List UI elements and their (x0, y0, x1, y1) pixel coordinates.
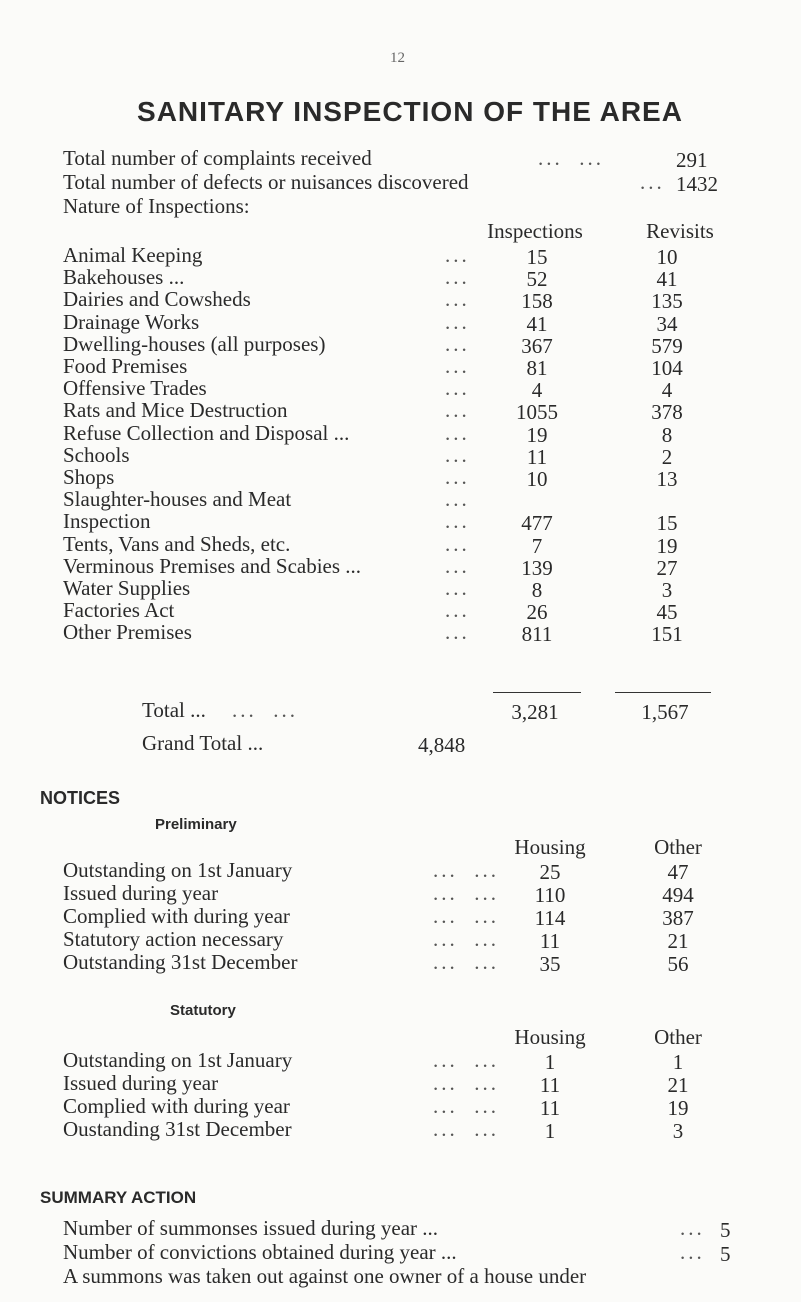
inspection-count: 367 (521, 334, 553, 358)
inspection-row-label: Verminous Premises and Scabies ... (63, 554, 362, 578)
inspection-row-label: Tents, Vans and Sheds, etc. (63, 532, 291, 556)
inspection-count: 15 (526, 245, 548, 269)
leader-dots: ... ... (232, 698, 298, 722)
summonses-value: 5 (720, 1218, 731, 1242)
notice-row-label: Outstanding 31st December (63, 950, 298, 974)
notice-row-label: Complied with during year (63, 904, 290, 928)
inspection-row-label: Dairies and Cowsheds (63, 287, 251, 311)
leader-dots: ... (445, 620, 470, 644)
leader-dots: ... ... (433, 1094, 499, 1118)
revisit-count: 8 (661, 423, 673, 447)
inspection-count: 811 (521, 622, 553, 646)
revisit-count: 2 (661, 445, 673, 469)
inspection-count: 158 (521, 289, 553, 313)
leader-dots: ... (445, 598, 470, 622)
revisit-count: 19 (656, 534, 678, 558)
housing-count: 11 (539, 929, 561, 953)
revisit-count: 41 (656, 267, 678, 291)
inspection-count: 26 (526, 600, 548, 624)
statutory-housing-header: Housing (514, 1025, 586, 1049)
leader-dots: ... (640, 170, 665, 194)
revisit-count: 135 (651, 289, 683, 313)
inspection-row-label: Offensive Trades (63, 376, 207, 400)
notice-row-label: Outstanding on 1st January (63, 1048, 293, 1072)
leader-dots: ... (445, 421, 470, 445)
revisit-count: 15 (656, 511, 678, 535)
notice-row-label: Outstanding on 1st January (63, 858, 293, 882)
defects-label: Total number of defects or nuisances discovered (63, 170, 469, 194)
other-count: 47 (667, 860, 689, 884)
defects-value: 1432 (676, 172, 718, 196)
leader-dots: ... ... (433, 950, 499, 974)
inspection-count: 81 (526, 356, 548, 380)
complaints-label: Total number of complaints received (63, 146, 372, 170)
leader-dots: ... (445, 554, 470, 578)
inspection-row-label: Other Premises (63, 620, 192, 644)
revisit-count: 27 (656, 556, 678, 580)
leader-dots: ... ... (433, 904, 499, 928)
convictions-label: Number of convictions obtained during year ... (63, 1240, 457, 1264)
leader-dots: ... (445, 243, 470, 267)
revisit-count: 151 (651, 622, 683, 646)
nature-label: Nature of Inspections: (63, 194, 250, 218)
housing-count: 11 (539, 1073, 561, 1097)
leader-dots: ... (445, 487, 470, 511)
leader-dots: ... (445, 576, 470, 600)
other-count: 21 (667, 929, 689, 953)
revisit-count: 579 (651, 334, 683, 358)
notice-row-label: Issued during year (63, 1071, 219, 1095)
summonses-label: Number of summonses issued during year ... (63, 1216, 439, 1240)
inspection-count: 41 (526, 312, 548, 336)
housing-count: 1 (544, 1050, 556, 1074)
leader-dots: ... ... (433, 927, 499, 951)
leader-dots: ... (445, 465, 470, 489)
housing-count: 114 (534, 906, 566, 930)
notice-row-label: Oustanding 31st December (63, 1117, 292, 1141)
inspection-row-label: Dwelling-houses (all purposes) (63, 332, 326, 356)
inspection-row-label: Factories Act (63, 598, 175, 622)
inspection-count: 8 (531, 578, 543, 602)
leader-dots: ... (445, 509, 470, 533)
page-number: 12 (390, 50, 405, 66)
inspection-row-label: Animal Keeping (63, 243, 203, 267)
inspection-count: 11 (526, 445, 548, 469)
summary-heading: SUMMARY ACTION (40, 1188, 197, 1207)
leader-dots: ... (445, 532, 470, 556)
revisit-count: 34 (656, 312, 678, 336)
grand-total-label: Grand Total ... (142, 731, 264, 755)
revisit-count: 3 (661, 578, 673, 602)
inspection-row-label: Schools (63, 443, 130, 467)
statutory-heading: Statutory (170, 1002, 236, 1019)
leader-dots: ... (445, 287, 470, 311)
inspection-count: 19 (526, 423, 548, 447)
inspection-row-label: Refuse Collection and Disposal ... (63, 421, 350, 445)
other-count: 3 (672, 1119, 684, 1143)
statutory-other-header: Other (654, 1025, 702, 1049)
inspection-row-label: Slaughter-houses and Meat (63, 487, 292, 511)
notice-row-label: Issued during year (63, 881, 219, 905)
leader-dots: ... (680, 1216, 705, 1240)
convictions-value: 5 (720, 1242, 731, 1266)
notice-row-label: Statutory action necessary (63, 927, 284, 951)
inspection-count: 4 (531, 378, 543, 402)
leader-dots: ... (445, 376, 470, 400)
summary-note: A summons was taken out against one owner of a house under (63, 1264, 587, 1288)
inspection-row-label: Rats and Mice Destruction (63, 398, 288, 422)
revisit-count: 104 (651, 356, 683, 380)
other-count: 494 (662, 883, 694, 907)
leader-dots: ... ... (538, 146, 604, 170)
total-rule (493, 692, 581, 693)
leader-dots: ... (445, 265, 470, 289)
leader-dots: ... ... (433, 881, 499, 905)
leader-dots: ... ... (433, 1117, 499, 1141)
inspection-row-label: Bakehouses ... (63, 265, 185, 289)
leader-dots: ... ... (433, 1071, 499, 1095)
inspections-col-header: Inspections (487, 219, 583, 243)
leader-dots: ... (445, 443, 470, 467)
leader-dots: ... (445, 398, 470, 422)
other-count: 1 (672, 1050, 684, 1074)
housing-count: 110 (534, 883, 566, 907)
leader-dots: ... (445, 332, 470, 356)
inspection-row-label: Water Supplies (63, 576, 191, 600)
inspection-count: 10 (526, 467, 548, 491)
inspection-row-label: Inspection (63, 509, 151, 533)
leader-dots: ... (445, 310, 470, 334)
revisit-count: 4 (661, 378, 673, 402)
inspection-count: 477 (521, 511, 553, 535)
total-label: Total ... (142, 698, 206, 722)
prelim-other-header: Other (654, 835, 702, 859)
inspection-row-label: Drainage Works (63, 310, 200, 334)
page-title: SANITARY INSPECTION OF THE AREA (137, 96, 683, 127)
revisit-count: 10 (656, 245, 678, 269)
inspection-count: 1055 (516, 400, 558, 424)
inspection-row-label: Food Premises (63, 354, 188, 378)
inspection-row-label: Shops (63, 465, 115, 489)
revisits-col-header: Revisits (646, 219, 714, 243)
inspection-count: 7 (531, 534, 543, 558)
leader-dots: ... ... (433, 858, 499, 882)
grand-total-value: 4,848 (418, 733, 466, 757)
leader-dots: ... ... (433, 1048, 499, 1072)
housing-count: 25 (539, 860, 561, 884)
other-count: 21 (667, 1073, 689, 1097)
total-inspections: 3,281 (511, 700, 559, 724)
notice-row-label: Complied with during year (63, 1094, 290, 1118)
revisit-count: 13 (656, 467, 678, 491)
preliminary-heading: Preliminary (155, 816, 237, 833)
total-revisits: 1,567 (641, 700, 689, 724)
revisit-count: 45 (656, 600, 678, 624)
revisit-count: 378 (651, 400, 683, 424)
leader-dots: ... (680, 1240, 705, 1264)
complaints-value: 291 (676, 148, 708, 172)
other-count: 19 (667, 1096, 689, 1120)
housing-count: 1 (544, 1119, 556, 1143)
other-count: 387 (662, 906, 694, 930)
housing-count: 35 (539, 952, 561, 976)
leader-dots: ... (445, 354, 470, 378)
other-count: 56 (667, 952, 689, 976)
total-rule (615, 692, 711, 693)
prelim-housing-header: Housing (514, 835, 586, 859)
notices-heading: NOTICES (40, 788, 121, 808)
inspection-count: 139 (521, 556, 553, 580)
housing-count: 11 (539, 1096, 561, 1120)
inspection-count: 52 (526, 267, 548, 291)
